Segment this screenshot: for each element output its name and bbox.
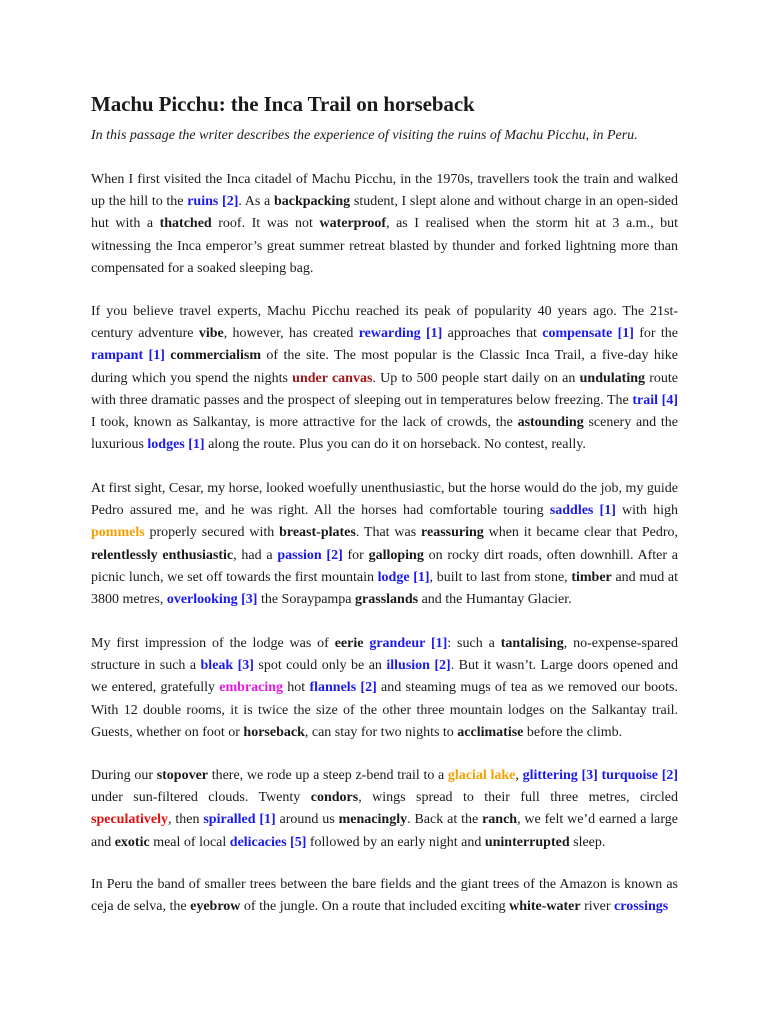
text-run: approaches that bbox=[442, 326, 543, 342]
text-run: . Up to 500 people start daily on an bbox=[372, 370, 580, 386]
highlighted-term: speculatively bbox=[91, 812, 168, 828]
text-run: and steaming mugs of tea as we removed our boots. With 12 double rooms, it is twice the size of the other three mountain lodges on the Salkantay trail. Guests, whether on foot or bbox=[91, 680, 679, 740]
text-run: and mud at 3800 metres, bbox=[91, 569, 678, 608]
text-run: of the jungle. On a route that included exciting bbox=[240, 899, 510, 915]
text-run: followed by an early night and bbox=[306, 834, 485, 850]
text-run: , bbox=[515, 768, 523, 783]
paragraph-1 bbox=[91, 169, 678, 280]
highlighted-term: flannels [2] bbox=[309, 680, 377, 696]
highlighted-term: waterproof bbox=[319, 216, 387, 232]
text-run: for bbox=[342, 547, 369, 563]
highlighted-term: uninterrupted bbox=[484, 834, 570, 850]
text-run: , however, has created bbox=[223, 326, 359, 342]
highlighted-term: glacial lake bbox=[447, 768, 516, 783]
text-run: My first impression of the lodge was of bbox=[91, 636, 335, 651]
highlighted-term: ranch bbox=[482, 812, 518, 828]
text-run: on rocky dirt roads, often downhill. After a picnic lunch, we set off towards the first mountain bbox=[91, 547, 678, 585]
text-run: hot bbox=[283, 680, 310, 696]
highlighted-term: bleak [3] bbox=[200, 658, 254, 674]
text-run: before the climb. bbox=[523, 724, 623, 740]
highlighted-term: timber bbox=[571, 569, 612, 585]
text-run: scenery and the luxurious bbox=[91, 415, 678, 453]
paragraph-5 bbox=[91, 765, 678, 854]
text-run: At first sight, Cesar, my horse, looked woefully unenthusiastic, but the horse would do the job, my guide Pedro assured me, and he was right. All the horses had comfortable touring bbox=[91, 481, 678, 519]
highlighted-term: passion [2] bbox=[277, 547, 343, 563]
text-run: When I first visited the Inca citadel of Machu Picchu, in the 1970s, travellers took the train and walked up the hill to the bbox=[91, 172, 678, 210]
highlighted-term: saddles [1] bbox=[549, 503, 616, 519]
text-run: river bbox=[580, 899, 615, 915]
text-run: : such a bbox=[447, 636, 501, 651]
text-run: . Back at the bbox=[407, 812, 483, 828]
text-run: properly secured with bbox=[144, 525, 280, 541]
highlighted-term: relentlessly enthusiastic bbox=[91, 547, 234, 563]
text-run: for the bbox=[633, 326, 678, 342]
text-run: under sun-filtered clouds. Twenty bbox=[91, 790, 311, 806]
highlighted-term: acclimatise bbox=[457, 724, 524, 740]
highlighted-term: spiralled [1] bbox=[203, 812, 276, 828]
highlighted-term: eerie bbox=[334, 636, 364, 651]
text-run: , built to last from stone, bbox=[429, 569, 572, 585]
highlighted-term: menacingly bbox=[338, 812, 408, 828]
highlighted-term: exotic bbox=[114, 834, 150, 850]
highlighted-term: backpacking bbox=[273, 194, 351, 210]
highlighted-term: tantalising bbox=[500, 636, 564, 651]
highlighted-term: white-water bbox=[509, 899, 581, 915]
highlighted-term: lodge [1] bbox=[377, 569, 430, 585]
highlighted-term: undulating bbox=[579, 370, 645, 386]
text-run: around us bbox=[275, 812, 339, 828]
text-run: with high bbox=[615, 503, 678, 519]
text-run: I took, known as Salkantay, is more attractive for the lack of crowds, the bbox=[91, 415, 518, 431]
text-run: If you believe travel experts, Machu Picchu reached its peak of popularity 40 years ago. The 21st-century adventure bbox=[91, 304, 678, 342]
paragraph-2 bbox=[91, 301, 678, 456]
highlighted-term: thatched bbox=[159, 216, 212, 232]
article-title: Machu Picchu: the Inca Trail on horseback bbox=[91, 92, 475, 116]
highlighted-term: condors bbox=[310, 790, 359, 806]
text-run: when it became clear that Pedro, bbox=[483, 525, 678, 541]
highlighted-term: under canvas bbox=[292, 370, 373, 386]
text-run: meal of local bbox=[149, 834, 230, 850]
highlighted-term: turquoise [2] bbox=[601, 768, 679, 783]
text-run: During our bbox=[91, 768, 157, 783]
highlighted-term: galloping bbox=[368, 547, 424, 563]
highlighted-term: overlooking [3] bbox=[166, 592, 258, 608]
paragraph-3 bbox=[91, 478, 678, 611]
highlighted-term: glittering [3] bbox=[522, 768, 598, 783]
highlighted-term: delicacies [5] bbox=[229, 834, 307, 850]
highlighted-term: horseback bbox=[243, 724, 305, 740]
highlighted-term: reassuring bbox=[421, 525, 484, 541]
text-run: . That was bbox=[355, 525, 422, 541]
highlighted-term: commercialism bbox=[170, 348, 261, 364]
highlighted-term: grandeur [1] bbox=[369, 636, 448, 651]
highlighted-term: embracing bbox=[219, 680, 284, 696]
text-run: route with three dramatic passes and the prospect of sleeping out in temperatures below freezing. The bbox=[91, 370, 678, 408]
text-run: , can stay for two nights to bbox=[304, 724, 458, 740]
text-run: In Peru the band of smaller trees between the bare fields and the giant trees of the Amazon is known as ceja de selva, the bbox=[91, 877, 678, 915]
text-run: , no-expense-spared structure in such a bbox=[91, 636, 679, 674]
highlighted-term: eyebrow bbox=[190, 899, 241, 915]
text-run: , wings spread to their full three metres, circled bbox=[358, 790, 678, 806]
text-run: sleep. bbox=[569, 834, 606, 850]
highlighted-term: trail [4] bbox=[632, 392, 678, 408]
text-run: , then bbox=[168, 812, 204, 828]
highlighted-term: ruins [2] bbox=[187, 194, 239, 210]
highlighted-term: stopover bbox=[156, 768, 209, 783]
text-run: , as I realised when the storm hit at 3 a.m., but witnessing the Inca emperor’s great summer retreat blasted by thunder and forked lightning more than compensated for a soaked sleeping bag. bbox=[91, 216, 678, 276]
highlighted-term: astounding bbox=[517, 415, 584, 431]
text-run: student, I slept alone and without charge in an open-sided hut with a bbox=[91, 194, 679, 232]
highlighted-term: breast-plates bbox=[279, 525, 356, 541]
paragraph-4 bbox=[91, 633, 678, 744]
text-run: . As a bbox=[238, 194, 274, 210]
article-subtitle: In this passage the writer describes the experience of visiting the ruins of Machu Picchu, in Peru. bbox=[91, 128, 638, 143]
paragraph-6 bbox=[91, 874, 678, 918]
text-run: and the Humantay Glacier. bbox=[418, 592, 572, 608]
text-run: , we felt we’d earned a large and bbox=[91, 812, 679, 850]
highlighted-term: compensate [1] bbox=[542, 326, 634, 342]
highlighted-term: grasslands bbox=[355, 592, 419, 608]
highlighted-term: illusion [2] bbox=[386, 658, 451, 674]
text-run: the Soraypampa bbox=[257, 592, 356, 608]
text-run: spot could only be an bbox=[253, 658, 387, 674]
highlighted-term: rewarding [1] bbox=[358, 326, 443, 342]
text-run: along the route. Plus you can do it on horseback. No contest, really. bbox=[204, 437, 586, 453]
highlighted-term: pommels bbox=[91, 525, 145, 541]
text-run: . But it wasn’t. Large doors opened and we entered, gratefully bbox=[91, 658, 679, 696]
text-run: of the site. The most popular is the Classic Inca Trail, a five-day hike during which you spend the nights bbox=[91, 348, 678, 386]
highlighted-term: lodges [1] bbox=[147, 437, 205, 453]
text-run: there, we rode up a steep z-bend trail to a bbox=[208, 768, 448, 783]
text-run: roof. It was not bbox=[211, 216, 320, 232]
highlighted-term: crossings bbox=[614, 899, 669, 915]
highlighted-term: rampant [1] bbox=[91, 348, 165, 364]
text-run: , had a bbox=[233, 547, 278, 563]
highlighted-term: vibe bbox=[198, 326, 224, 342]
